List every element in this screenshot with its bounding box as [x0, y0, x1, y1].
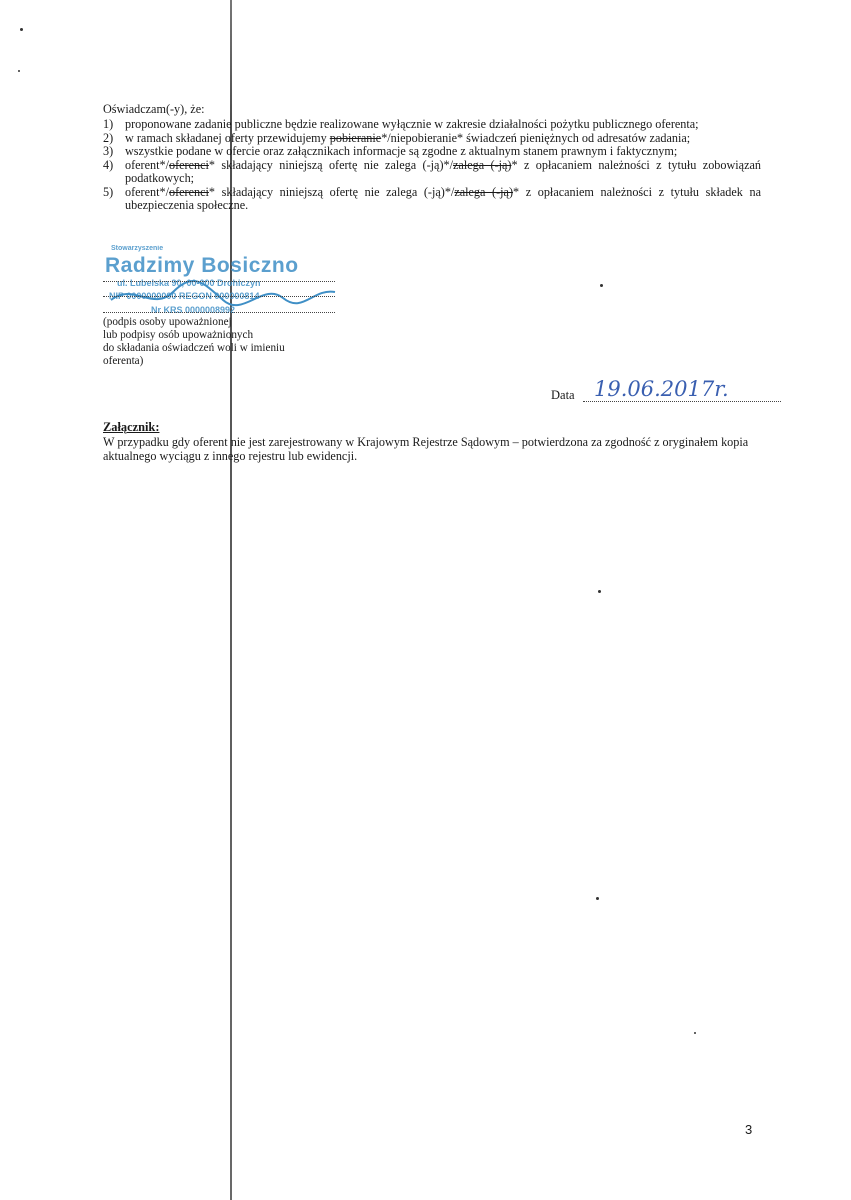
- organization-stamp: [103, 242, 343, 322]
- declaration-list: [103, 118, 761, 213]
- scan-speck: [694, 1032, 696, 1034]
- scan-speck: [596, 897, 599, 900]
- signature-caption: [103, 316, 285, 368]
- date-label: Data: [551, 388, 575, 402]
- stamp-line-2: Radzimy Bosiczno: [105, 254, 299, 277]
- handwritten-date-text: 19.06.2017r.: [594, 377, 729, 401]
- declaration-item: [103, 159, 761, 186]
- scan-speck: [598, 590, 601, 593]
- declaration-item-text: [125, 118, 761, 132]
- declaration-item-text: [125, 159, 761, 186]
- struck-option-text: oferenci: [169, 184, 209, 199]
- declaration-text-part: * składający niniejszą ofertę nie zalega (-ją)*/: [208, 157, 453, 172]
- declaration-item-number: 5): [103, 184, 114, 199]
- declaration-item: [103, 118, 761, 132]
- declaration-text-part: * z opłacaniem należności z tytułu zobowiązań podatkowych;: [125, 157, 761, 185]
- declaration-item-text: [125, 186, 761, 213]
- stamp-line-1: Stowarzyszenie: [111, 245, 164, 252]
- declaration-item: [103, 186, 761, 213]
- signature-caption-line: lub podpisy osób upoważnionych: [103, 329, 254, 341]
- declaration-text-part: * składający niniejszą ofertę nie zalega (-ją)*/: [208, 184, 455, 199]
- declaration-item-text: [125, 132, 761, 146]
- stamp-line-5: Nr KRS 0000008992: [151, 305, 236, 315]
- declaration-item-text: [125, 145, 761, 159]
- scan-speck: [20, 28, 23, 31]
- declaration-item-number: 4): [103, 157, 114, 172]
- declaration-text-part: w ramach składanej oferty przewidujemy: [125, 130, 330, 145]
- declaration-item-number: 1): [103, 117, 114, 131]
- declaration-text-part: oferent*/: [125, 157, 169, 172]
- signature-caption-line: do składania oświadczeń woli w imieniu: [103, 342, 285, 354]
- signature-dotted-line: [103, 296, 335, 297]
- declaration-item: [103, 145, 761, 159]
- page-number: 3: [745, 1122, 753, 1137]
- handwritten-date: [590, 366, 740, 406]
- signature-caption-line: (podpis osoby upoważnionej: [103, 316, 232, 328]
- struck-option-text: zalega (-ją): [454, 184, 514, 199]
- declaration-intro: Oświadczam(-y), że:: [103, 102, 205, 116]
- signature-caption-line: oferenta): [103, 355, 144, 367]
- signature-dotted-line: [103, 281, 335, 282]
- declaration-item-number: 3): [103, 144, 114, 158]
- struck-option-text: oferenci: [169, 157, 209, 172]
- declaration-text-part: oferent*/: [125, 184, 169, 199]
- attachment-title: Załącznik:: [103, 420, 160, 434]
- stamp-line-3: ul. Lubelska 90, 00-000 Drohiczyn: [117, 278, 261, 288]
- scan-speck: [600, 284, 603, 287]
- declaration-text-part: */niepobieranie* świadczeń pieniężnych od adresatów zadania;: [381, 130, 691, 145]
- declaration-text-part: proponowane zadanie publiczne będzie realizowane wyłącznie w zakresie działalności pożytku publicznego oferenta;: [125, 117, 699, 131]
- attachment-body: W przypadku gdy oferent nie jest zarejestrowany w Krajowym Rejestrze Sądowym – potwierdzona za zgodność z oryginałem kopia aktualnego wyciągu z innego rejestru lub ewidencji.: [103, 435, 749, 463]
- signature-dotted-line: [103, 312, 335, 313]
- declaration-item: [103, 132, 761, 146]
- stamp-line-4: NIP 0000000000 REGON 000000814: [109, 291, 260, 301]
- scan-speck: [18, 70, 20, 72]
- struck-option-text: pobieranie: [329, 130, 382, 145]
- struck-option-text: zalega (-ją): [453, 157, 512, 172]
- declaration-item-number: 2): [103, 130, 114, 145]
- declaration-text-part: wszystkie podane w ofercie oraz załącznikach informacje są zgodne z aktualnym stanem prawnym i faktycznym;: [125, 144, 678, 158]
- declaration-text-part: * z opłacaniem należności z tytułu składek na ubezpieczenia społeczne.: [125, 184, 761, 212]
